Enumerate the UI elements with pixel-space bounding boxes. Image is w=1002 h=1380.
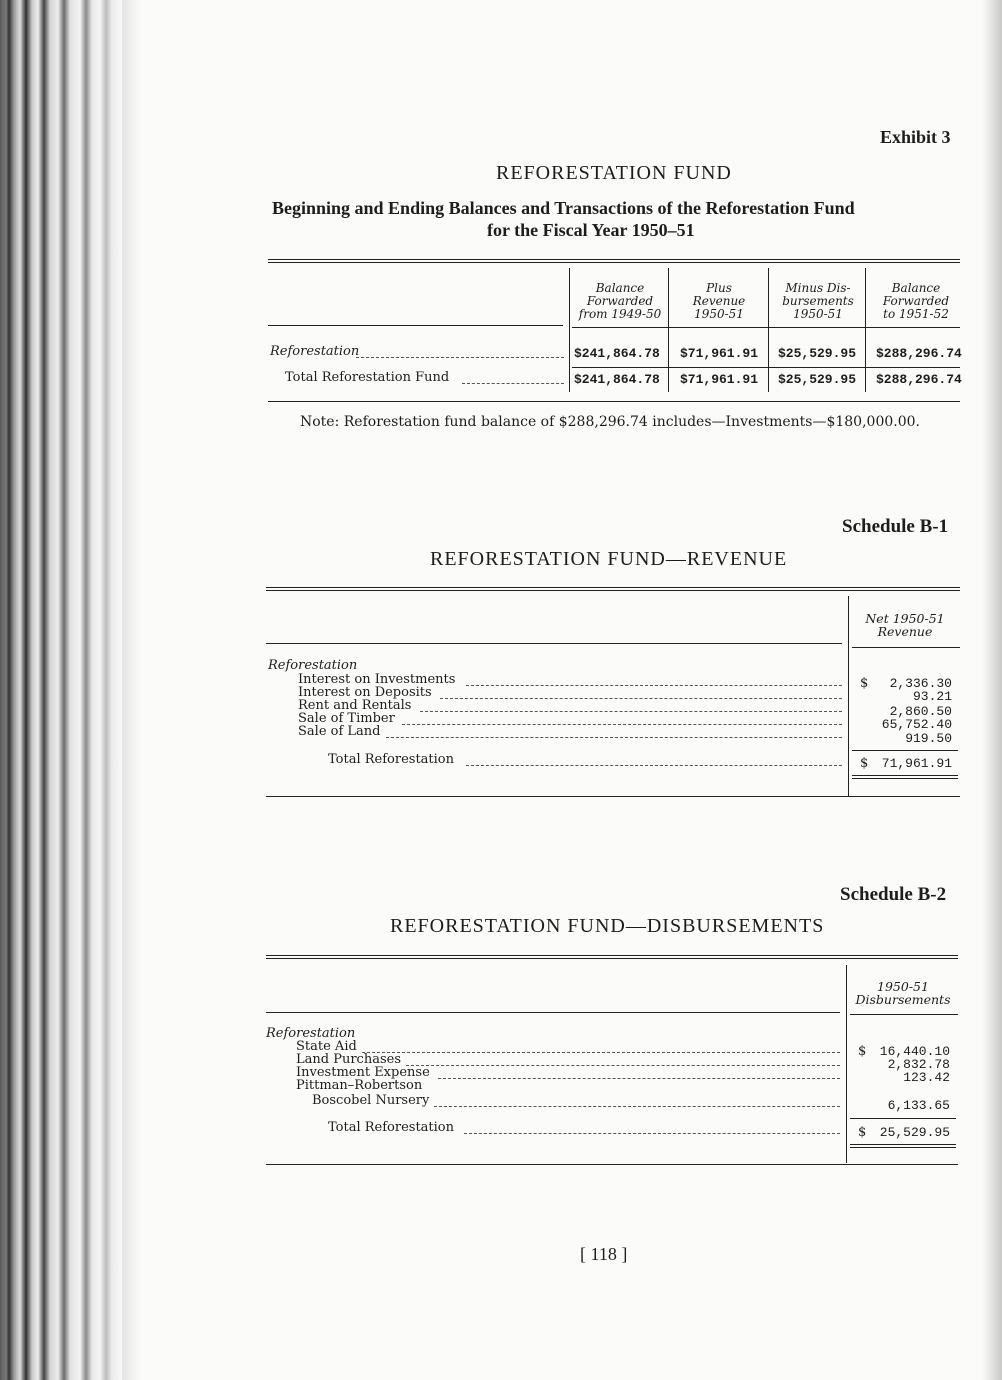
dot-leader: [386, 737, 842, 738]
dot-leader: [434, 1106, 840, 1107]
table-bottom-rule: [268, 401, 960, 402]
table-bottom-rule: [266, 796, 960, 797]
cell-value: $288,296.74: [876, 346, 962, 361]
line-item-label: Pittman–Robertson: [296, 1078, 423, 1093]
table-header-rule-col: [852, 647, 960, 648]
col-divider: [846, 965, 847, 1163]
dot-leader: [438, 1078, 840, 1079]
schedule-b1-label: Schedule B-1: [842, 516, 949, 537]
exhibit-note: Note: Reforestation fund balance of $288,296.74 includes—Investments—$180,000.00.: [300, 414, 920, 430]
col-divider: [848, 596, 849, 796]
exhibit-subtitle-line1: Beginning and Ending Balances and Transactions of the Reforestation Fund: [272, 198, 855, 218]
line-item-value: 2,336.30: [889, 676, 952, 691]
column-header-disbursements: 1950-51 Disbursements: [855, 979, 951, 1007]
total-label: Total Reforestation: [328, 1120, 455, 1135]
schedule-b2-title: REFORESTATION FUND—DISBURSEMENTS: [390, 915, 825, 937]
col-divider: [569, 268, 570, 392]
group-label-reforestation: Reforestation: [268, 658, 358, 673]
currency-symbol: $: [858, 1044, 867, 1059]
line-item-label: Interest on Investments: [298, 672, 456, 687]
exhibit-title: REFORESTATION FUND: [496, 162, 732, 184]
cell-value: $25,529.95: [778, 346, 857, 361]
line-item-label: Sale of Timber: [298, 711, 395, 726]
exhibit-subtitle-line2: for the Fiscal Year 1950–51: [487, 220, 695, 240]
dot-leader: [466, 765, 842, 766]
exhibit-label: Exhibit 3: [880, 127, 951, 147]
schedule-b1-title: REFORESTATION FUND—REVENUE: [430, 548, 788, 570]
column-header-plus-revenue: Plus Revenue 1950-51: [692, 281, 746, 321]
column-header-net-revenue: Net 1950-51 Revenue: [865, 611, 945, 639]
cell-value: $288,296.74: [876, 372, 962, 387]
table-header-rule: [266, 643, 842, 644]
dot-leader: [362, 1052, 840, 1053]
cell-value: $25,529.95: [778, 372, 857, 387]
line-item-value: 2,832.78: [887, 1057, 950, 1072]
dot-leader: [466, 685, 842, 686]
total-double-rule: [852, 775, 958, 779]
line-item-value: 2,860.50: [889, 704, 952, 719]
line-item-value: 16,440.10: [879, 1044, 950, 1059]
line-item-value: 6,133.65: [887, 1098, 950, 1113]
line-item-value: 123.42: [903, 1070, 950, 1085]
table-header-rule: [266, 1012, 840, 1013]
line-item-value: 93.21: [912, 689, 952, 704]
line-item-value: 919.50: [905, 731, 952, 746]
table-bottom-rule: [266, 1164, 958, 1165]
currency-symbol: $: [860, 676, 869, 691]
currency-symbol: $: [858, 1125, 867, 1140]
dot-leader: [440, 698, 842, 699]
dot-leader: [420, 711, 842, 712]
page-number: [ 118 ]: [580, 1244, 628, 1264]
subtotal-rule: [852, 750, 958, 751]
total-double-rule: [850, 1144, 956, 1148]
dot-leader: [462, 383, 564, 384]
cell-value: $71,961.91: [680, 372, 759, 387]
total-value: 71,961.91: [881, 756, 952, 771]
column-header-minus-disbursements: Minus Dis- bursements 1950-51: [782, 281, 854, 321]
row-label-reforestation: Reforestation: [270, 344, 360, 359]
total-label: Total Reforestation: [328, 752, 455, 767]
col-divider: [768, 268, 769, 392]
line-item-label: State Aid: [296, 1039, 357, 1054]
subtotal-rule: [850, 1118, 956, 1119]
table-top-rule: [266, 955, 958, 959]
table-header-rule-col: [850, 1014, 958, 1015]
cell-value: $241,864.78: [574, 346, 660, 361]
table-top-rule: [268, 259, 960, 263]
row-label-total-reforestation-fund: Total Reforestation Fund: [285, 370, 450, 385]
table-top-rule: [266, 587, 960, 591]
line-item-label: Land Purchases: [296, 1052, 401, 1067]
dot-leader: [402, 724, 842, 725]
line-item-label: Sale of Land: [298, 724, 381, 739]
table-header-rule: [268, 325, 563, 326]
currency-symbol: $: [860, 756, 869, 771]
column-header-balance-forwarded-to: Balance Forwarded to 1951-52: [882, 281, 950, 321]
col-divider: [668, 268, 669, 392]
subtotal-rule: [572, 367, 960, 368]
cell-value: $71,961.91: [680, 346, 759, 361]
total-value: 25,529.95: [879, 1125, 950, 1140]
table-header-rule-cols: [572, 327, 960, 328]
dot-leader: [356, 357, 564, 358]
line-item-label: Investment Expense: [296, 1065, 430, 1080]
dot-leader: [464, 1133, 840, 1134]
dot-leader: [406, 1065, 840, 1066]
group-label-reforestation: Reforestation: [266, 1026, 356, 1041]
line-item-label: Boscobel Nursery: [312, 1093, 430, 1108]
line-item-label: Interest on Deposits: [298, 685, 432, 700]
cell-value: $241,864.78: [574, 372, 660, 387]
line-item-label: Rent and Rentals: [298, 698, 412, 713]
schedule-b2-label: Schedule B-2: [840, 884, 947, 905]
column-header-balance-forwarded: Balance Forwarded from 1949-50: [578, 281, 662, 321]
line-item-value: 65,752.40: [881, 717, 952, 732]
